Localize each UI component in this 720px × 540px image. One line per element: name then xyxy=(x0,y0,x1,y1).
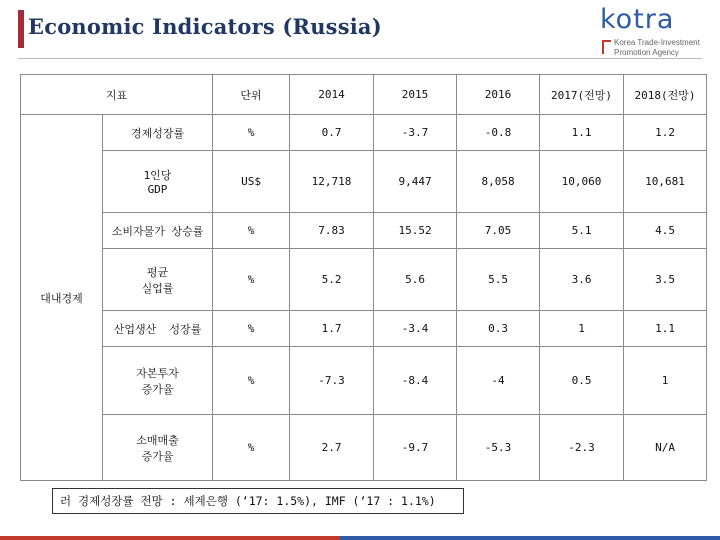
row-unit: % xyxy=(213,415,290,481)
value-cell: 4.5 xyxy=(624,213,707,249)
header-year: 2018(전망) xyxy=(624,75,707,115)
header-divider xyxy=(18,58,702,59)
header-row xyxy=(21,75,707,115)
value-cell: 10,060 xyxy=(540,151,624,213)
indicator-table xyxy=(20,74,707,481)
row-label-bottom: 실업률 xyxy=(141,281,174,295)
row-unit: % xyxy=(213,115,290,151)
value-cell: 5.1 xyxy=(540,213,624,249)
value-cell: 0.3 xyxy=(457,311,540,347)
row-label xyxy=(103,347,213,415)
value-cell: 1 xyxy=(540,311,624,347)
value-cell: 5.2 xyxy=(290,249,374,311)
header-unit: 단위 xyxy=(213,75,290,115)
header-indicator: 지표 xyxy=(21,75,213,115)
header-year: 2016 xyxy=(457,75,540,115)
kotra-logo xyxy=(600,4,710,57)
table-row xyxy=(21,115,707,151)
value-cell: 3.5 xyxy=(624,249,707,311)
value-cell: -8.4 xyxy=(374,347,457,415)
group-label: 대내경제 xyxy=(21,115,103,481)
value-cell: -4 xyxy=(457,347,540,415)
value-cell: 10,681 xyxy=(624,151,707,213)
value-cell: 5.5 xyxy=(457,249,540,311)
row-label-top: 소매매출 xyxy=(136,433,179,447)
value-cell: 12,718 xyxy=(290,151,374,213)
value-cell: -0.8 xyxy=(457,115,540,151)
row-label-top: 평균 xyxy=(146,265,169,279)
row-label-bottom: 증가율 xyxy=(141,449,174,463)
value-cell: -2.3 xyxy=(540,415,624,481)
value-cell: 9,447 xyxy=(374,151,457,213)
row-unit: US$ xyxy=(213,151,290,213)
row-label-top: 자본투자 xyxy=(136,366,179,380)
logo-wordmark: kotra xyxy=(600,4,675,35)
table-row xyxy=(21,213,707,249)
header-year: 2015 xyxy=(374,75,457,115)
row-unit: % xyxy=(213,213,290,249)
row-label: 경제성장률 xyxy=(103,115,213,151)
value-cell: 7.83 xyxy=(290,213,374,249)
table-row xyxy=(21,415,707,481)
value-cell: 7.05 xyxy=(457,213,540,249)
row-unit: % xyxy=(213,249,290,311)
table-row xyxy=(21,151,707,213)
value-cell: 15.52 xyxy=(374,213,457,249)
row-label-bottom: 증가율 xyxy=(141,382,174,396)
bottom-rule-red xyxy=(0,536,340,540)
logo-subtitle-line1: Korea Trade-Investment xyxy=(614,38,700,47)
value-cell: 1.2 xyxy=(624,115,707,151)
row-label xyxy=(103,415,213,481)
page-title: Economic Indicators (Russia) xyxy=(28,14,382,39)
title-accent-bar xyxy=(18,10,24,48)
row-label-top: 1인당 xyxy=(143,169,172,182)
value-cell: 2.7 xyxy=(290,415,374,481)
row-unit: % xyxy=(213,311,290,347)
value-cell: 0.7 xyxy=(290,115,374,151)
row-unit: % xyxy=(213,347,290,415)
value-cell: 0.5 xyxy=(540,347,624,415)
value-cell: -9.7 xyxy=(374,415,457,481)
row-label xyxy=(103,151,213,213)
value-cell: 1 xyxy=(624,347,707,415)
header-year: 2017(전망) xyxy=(540,75,624,115)
value-cell: 1.7 xyxy=(290,311,374,347)
table-row xyxy=(21,311,707,347)
value-cell: -5.3 xyxy=(457,415,540,481)
table-row xyxy=(21,249,707,311)
value-cell: 3.6 xyxy=(540,249,624,311)
value-cell: 5.6 xyxy=(374,249,457,311)
bottom-rule-blue xyxy=(340,536,720,540)
footnote-text: 러 경제성장률 전망 : 세계은행 (‘17: 1.5%), IMF (‘17 : 1.1%) xyxy=(60,494,436,508)
row-label: 산업생산 성장률 xyxy=(103,311,213,347)
value-cell: 1.1 xyxy=(540,115,624,151)
value-cell: 1.1 xyxy=(624,311,707,347)
value-cell: -7.3 xyxy=(290,347,374,415)
value-cell: -3.4 xyxy=(374,311,457,347)
row-label: 소비자물가 상승률 xyxy=(103,213,213,249)
row-label xyxy=(103,249,213,311)
logo-mark-icon xyxy=(602,40,611,54)
value-cell: N/A xyxy=(624,415,707,481)
logo-subtitle-line2: Promotion Agency xyxy=(614,48,679,57)
value-cell: 8,058 xyxy=(457,151,540,213)
value-cell: -3.7 xyxy=(374,115,457,151)
header-year: 2014 xyxy=(290,75,374,115)
table-row xyxy=(21,347,707,415)
row-label-bottom: GDP xyxy=(147,183,168,196)
